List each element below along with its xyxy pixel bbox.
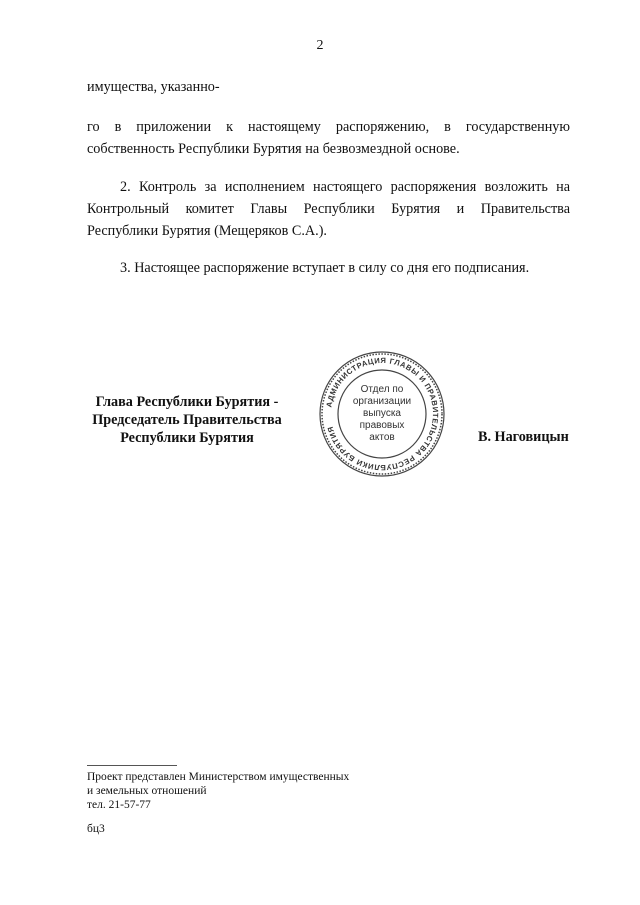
stamp-line-5: актов <box>369 432 395 443</box>
signatory-title-line-1: Глава Республики Бурятия - <box>95 394 279 410</box>
page-number: 2 <box>316 38 324 53</box>
footer-line-2: и земельных отношений <box>87 785 207 797</box>
paragraph-2-line-3: Республики Бурятия (Мещеряков С.А.). <box>87 223 327 239</box>
stamp-line-1: Отдел по <box>360 384 404 395</box>
stamp-line-2: организации <box>352 396 412 407</box>
paragraph-2 <box>87 176 570 242</box>
stamp-seal-icon <box>316 350 448 478</box>
paragraph-3: 3. Настоящее распоряжение вступает в силу со дня его подписания. <box>120 260 530 276</box>
signatory-title <box>78 393 296 447</box>
paragraph-1-line-2: собственность Республики Бурятия на безвозмездной основе. <box>87 141 460 157</box>
signatory-title-line-2: Председатель Правительства <box>92 412 282 428</box>
stamp-ring-text: АДМИНИСТРАЦИЯ ГЛАВЫ И ПРАВИТЕЛЬСТВА РЕСПУБЛИКИ БУРЯТИЯ <box>324 355 441 473</box>
paragraph-1 <box>87 116 570 160</box>
signatory-title-line-3: Республики Бурятия <box>120 430 254 446</box>
paragraph-1-line-1: го в приложении к настоящему распоряжению, в государственную <box>87 119 570 135</box>
footer-divider <box>87 765 177 766</box>
stamp-line-4: правовых <box>359 420 405 431</box>
paragraph-fragment: имущества, указанно- <box>87 79 220 95</box>
paragraph-2-line-2: Контрольный комитет Главы Республики Бурятия и Правительства <box>87 201 570 217</box>
stamp-line-3: выпуска <box>363 408 401 419</box>
signatory-name: В. Наговицын <box>478 429 569 445</box>
footer-line-1: Проект представлен Министерством имущественных <box>87 771 350 783</box>
footer-note <box>87 770 349 812</box>
footer-phone: тел. 21-57-77 <box>87 799 151 811</box>
document-code: бц3 <box>87 823 105 835</box>
official-stamp <box>316 350 448 478</box>
paragraph-2-line-1: 2. Контроль за исполнением настоящего распоряжения возложить на <box>120 179 570 195</box>
